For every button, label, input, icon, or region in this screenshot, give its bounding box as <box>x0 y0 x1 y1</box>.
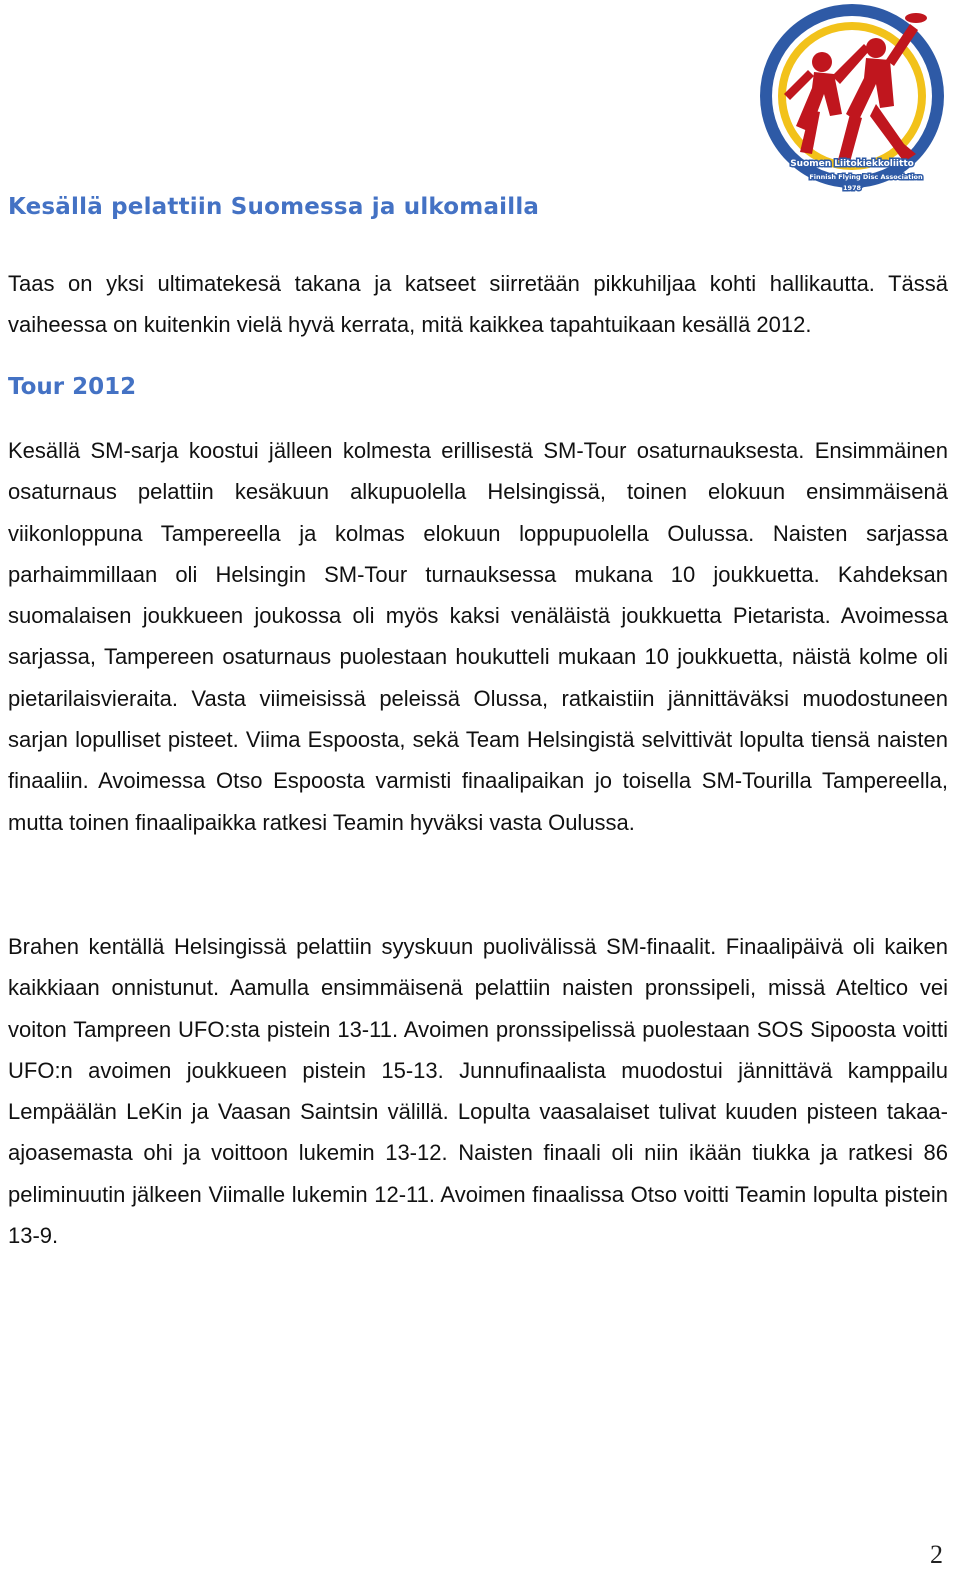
intro-paragraph: Taas on yksi ultimatekesä takana ja katseet siirretään pikkuhiljaa kohti hallikautta. Tässä vaiheessa on kuitenkin vielä hyvä kerrata, mitä kaikkea tapahtuikaan kesällä 2012. <box>8 271 948 338</box>
flying-disc-logo-icon <box>754 4 950 194</box>
svg-text:1978: 1978 <box>842 184 862 192</box>
main-heading: Kesällä pelattiin Suomessa ja ulkomailla <box>8 194 540 220</box>
tour-paragraph: Kesällä SM-sarja koostui jälleen kolmesta erillisestä SM-Tour osaturnauksesta. Ensimmäinen osaturnaus pelattiin kesäkuun alkupuolella Helsingissä, toinen elokuun ensimmäisenä viikonloppuna Tampereella ja kolmas elokuun loppupuolella Oulussa. Naisten sarjassa parhaimmillaan oli Helsingin SM-Tour turnauksessa mukana 10 joukkuetta. Kahdeksan suomalaisen joukkueen joukossa oli myös kaksi venäläistä joukkuetta Pietarista. Avoimessa sarjassa, Tampereen osaturnaus puolestaan houkutteli mukaan 10 joukkuetta, näistä kolme oli pietarilaisvieraita. Vasta viimeisissä peleissä Olussa, ratkaistiin jännittäväksi muodostuneen sarjan lopulliset pisteet. Viima Espoosta, sekä Team Helsingistä selvittivät lopulta tiensä naisten finaaliin. Avoimessa Otso Espoosta varmisti finaalipaikan jo toisella SM-Tourilla Tampereella, mutta toinen finaalipaikka ratkesi Teamin hyväksi vasta Oulussa. <box>8 438 948 835</box>
page-number: 2 <box>930 1540 943 1569</box>
logo-wordmark: Suomen Liitokiekkoliitto <box>790 159 914 169</box>
svg-text:Finnish Flying Disc Associatio: Finnish Flying Disc Association <box>809 173 923 181</box>
tour-heading: Tour 2012 <box>8 374 137 400</box>
finals-paragraph: Brahen kentällä Helsingissä pelattiin syyskuun puolivälissä SM-finaalit. Finaalipäivä oli kaiken kaikkiaan onnistunut. Aamulla ensimmäisenä pelattiin naisten pronssipeli, missä Ateltico vei voiton Tampreen UFO:sta pistein 13-11. Avoimen pronssipelissä puolestaan SOS Sipoosta voitti UFO:n avoimen joukkueen pistein 15-13. Junnufinaalista muodostui jännittävä kamppailu Lempäälän LeKin ja Vaasan Saintsin välillä. Lopulta vaasalaiset tulivat kuuden pisteen takaa-ajoasemasta ohi ja voittoon lukemin 13-12. Naisten finaali oli niin ikään tiukka ja ratkesi 86 peliminuutin jälkeen Viimalle lukemin 12-11. Avoimen finaalissa Otso voitti Teamin lopulta pistein 13-9. <box>8 934 948 1249</box>
association-logo <box>754 4 950 194</box>
